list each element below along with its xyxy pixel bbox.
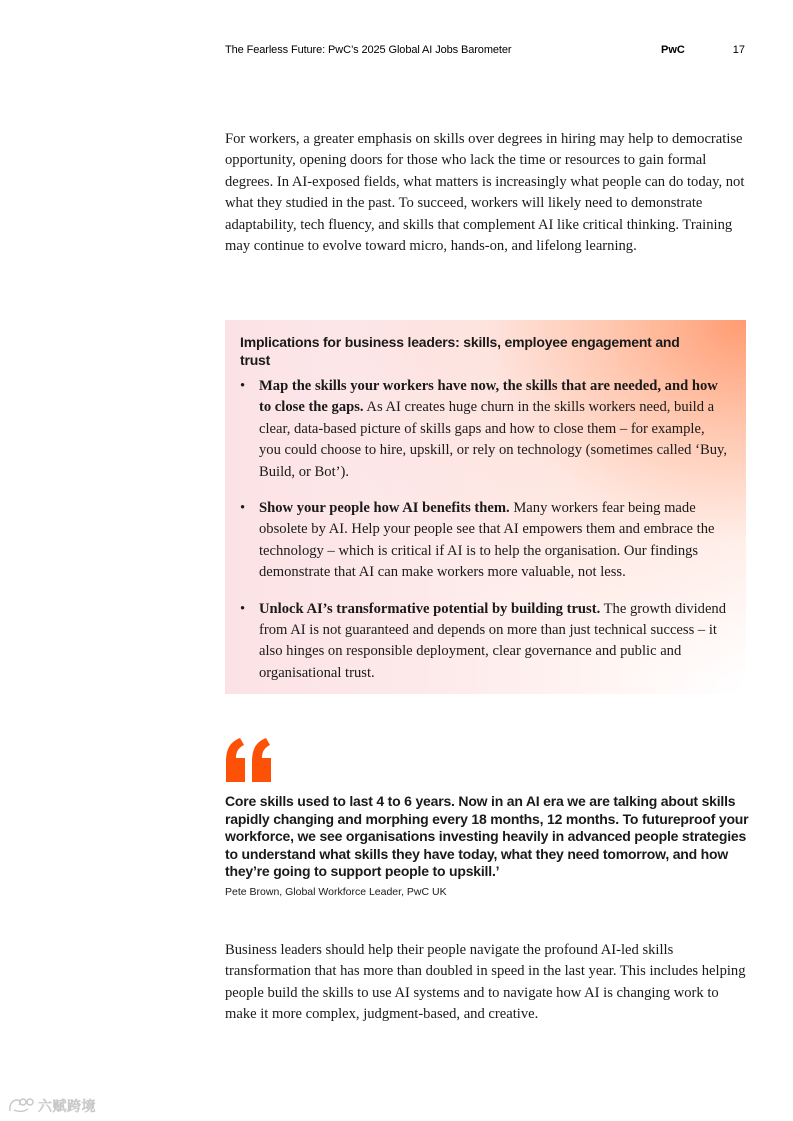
watermark-logo-icon [8,1097,36,1113]
brand-name: PwC [661,44,685,56]
list-item-lead: Map the skills your workers have now, the skills that are needed, and how to close the gaps. [259,378,718,416]
list-item-lead: Unlock AI’s transformative potential by building trust. [259,600,601,617]
callout-title: Implications for business leaders: skills, employee engagement and trust [240,334,680,368]
list-item [240,498,730,584]
list-item-lead: Show your people how AI benefits them. [259,500,510,517]
intro-paragraph: For workers, a greater emphasis on skills over degrees in hiring may help to democratise opportunity, opening doors for those who lack the time or resources to gain formal degrees. In AI-exposed fields, what matters is increasingly what people can do today, not what they studied in the past. To succeed, workers will likely need to demonstrate adaptability, tech fluency, and skills that complement AI like critical thinking. Training may continue to evolve toward micro, hands-on, and lifelong learning. [225,131,745,255]
page-header [225,44,747,62]
quote-attribution: Pete Brown, Global Workforce Leader, PwC UK [225,886,447,898]
list-item [240,599,730,685]
bullet-icon: • [240,600,246,617]
list-item-body: The growth dividend from AI is not guaranteed and depends on more than just technical success – it also hinges on responsible deployment, clear governance and public and organisational trust. [259,600,727,681]
list-item-body: Many workers fear being made obsolete by AI. Help your people see that AI empowers them and embrace the technology – which is critical if AI is to help the organisation. Our findings demonstrate that AI can make workers more valuable, not less. [259,500,715,581]
bullet-icon: • [240,500,246,517]
watermark [8,1094,108,1116]
document-title: The Fearless Future: PwC’s 2025 Global AI Jobs Barometer [225,44,512,56]
watermark-text: 六赋跨境 [38,1099,96,1115]
quote-open-icon [225,738,273,782]
list-item [240,376,730,483]
bullet-icon: • [240,378,246,394]
closing-paragraph: Business leaders should help their people navigate the profound AI-led skills transformation that has more than doubled in speed in the last year. This includes helping people build the skills to use AI systems and to navigate how AI is changing work to make it more complex, judgment-based, and creative. [225,942,746,1023]
page-number: 17 [732,44,745,56]
implications-callout-box [225,320,746,694]
implications-list [240,376,730,699]
list-item-body: As AI creates huge churn in the skills workers need, build a clear, data-based picture of skills gaps and how to close them – for example, you could choose to hire, upskill, or rely on technology (sometimes called ‘Buy, Build, or Bot’). [259,399,727,480]
pull-quote-text: Core skills used to last 4 to 6 years. Now in an AI era we are talking about skills rapidly changing and morphing every 18 months, 12 months. To futureproof your workforce, we see organisations investing heavily in advanced people strategies to understand what skills they have today, what they need tomorrow, and how they’re going to support people to upskill.’ [225,793,749,880]
